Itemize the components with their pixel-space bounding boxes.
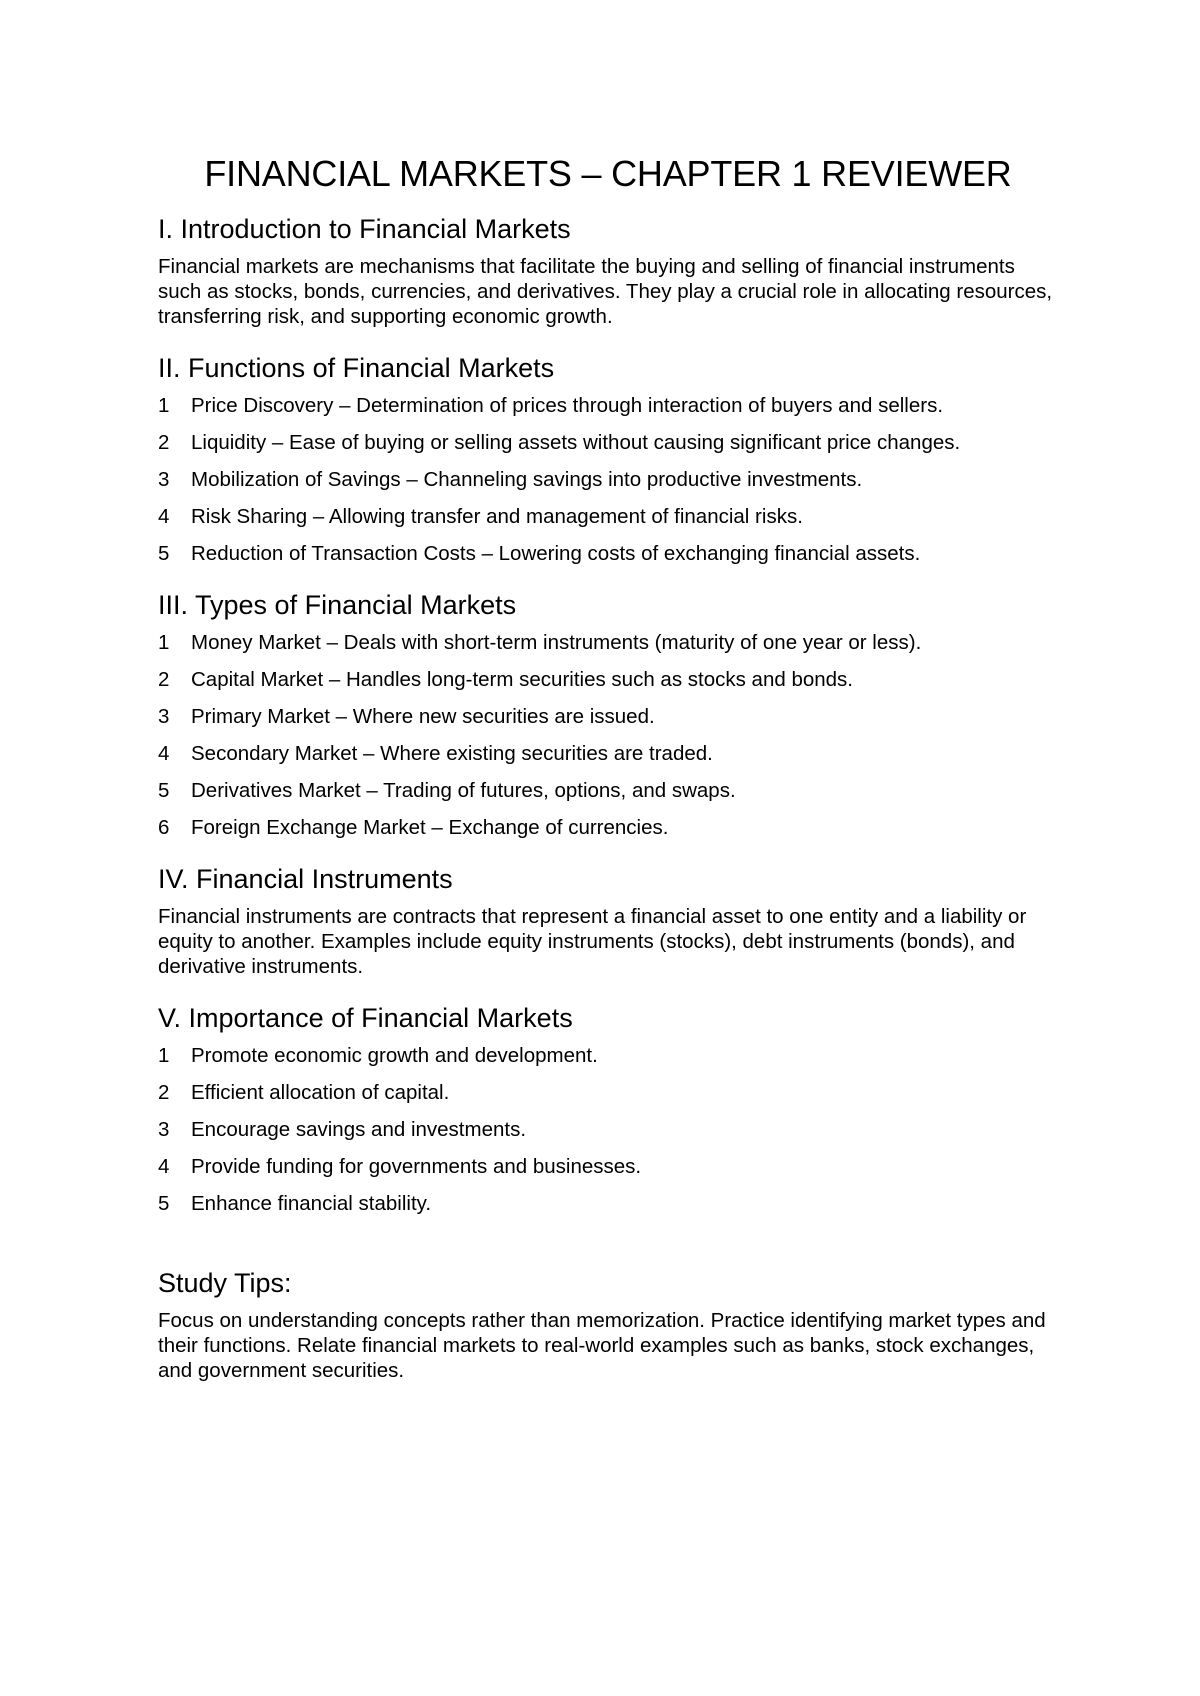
document-page [158, 152, 1058, 1405]
list-number: 3 [158, 705, 170, 728]
list-item [158, 393, 1058, 418]
section-heading-introduction: I. Introduction to Financial Markets [158, 214, 571, 244]
list-number: 4 [158, 742, 170, 765]
list-number: 4 [158, 1155, 170, 1178]
section-paragraph-introduction: Financial markets are mechanisms that facilitate the buying and selling of financial instruments such as stocks, bonds, currencies, and derivatives. They play a crucial role in allocating resources, transferring risk, and supporting economic growth. [158, 255, 1053, 328]
list-number: 1 [158, 631, 170, 654]
list-item [158, 504, 1058, 529]
list-number: 3 [158, 1118, 170, 1141]
list-item-text: Liquidity – Ease of buying or selling assets without causing significant price changes. [191, 431, 961, 454]
list-number: 5 [158, 1192, 170, 1215]
list-item [158, 667, 1058, 692]
list-item-text: Derivatives Market – Trading of futures, options, and swaps. [191, 779, 736, 802]
list-item-text: Mobilization of Savings – Channeling savings into productive investments. [191, 468, 863, 491]
list-item-text: Primary Market – Where new securities are issued. [191, 705, 655, 728]
list-item-text: Risk Sharing – Allowing transfer and management of financial risks. [191, 505, 803, 528]
list-item-text: Price Discovery – Determination of prices through interaction of buyers and sellers. [191, 394, 944, 417]
study-tips-paragraph: Focus on understanding concepts rather than memorization. Practice identifying market types and their functions. Relate financial markets to real-world examples such as banks, stock exchanges, and government securities. [158, 1309, 1046, 1382]
types-list [158, 630, 1058, 840]
list-item [158, 430, 1058, 455]
list-item [158, 778, 1058, 803]
functions-list [158, 393, 1058, 566]
list-item [158, 1191, 1058, 1216]
list-item-text: Enhance financial stability. [191, 1192, 432, 1215]
list-item [158, 467, 1058, 492]
list-number: 3 [158, 468, 170, 491]
list-item-text: Provide funding for governments and businesses. [191, 1155, 642, 1178]
list-item [158, 1080, 1058, 1105]
list-item-text: Money Market – Deals with short-term instruments (maturity of one year or less). [191, 631, 922, 654]
list-item [158, 1117, 1058, 1142]
list-number: 6 [158, 816, 170, 839]
list-number: 5 [158, 542, 170, 565]
list-item-text: Efficient allocation of capital. [191, 1081, 450, 1104]
list-item-text: Reduction of Transaction Costs – Lowering costs of exchanging financial assets. [191, 542, 921, 565]
list-item [158, 741, 1058, 766]
list-number: 2 [158, 668, 170, 691]
list-item-text: Secondary Market – Where existing securities are traded. [191, 742, 713, 765]
importance-list [158, 1043, 1058, 1216]
document-title: FINANCIAL MARKETS – CHAPTER 1 REVIEWER [204, 153, 1012, 194]
list-number: 1 [158, 1044, 170, 1067]
list-item [158, 704, 1058, 729]
list-item [158, 630, 1058, 655]
study-tips-heading: Study Tips: [158, 1268, 292, 1298]
list-item-text: Encourage savings and investments. [191, 1118, 527, 1141]
list-item [158, 1154, 1058, 1179]
list-item-text: Capital Market – Handles long-term securities such as stocks and bonds. [191, 668, 854, 691]
list-number: 1 [158, 394, 170, 417]
section-heading-functions: II. Functions of Financial Markets [158, 353, 555, 383]
spacer [158, 1238, 1058, 1266]
list-item [158, 815, 1058, 840]
section-heading-instruments: IV. Financial Instruments [158, 864, 453, 894]
list-number: 2 [158, 1081, 170, 1104]
list-item-text: Foreign Exchange Market – Exchange of currencies. [191, 816, 669, 839]
list-number: 5 [158, 779, 170, 802]
list-item [158, 541, 1058, 566]
list-number: 2 [158, 431, 170, 454]
section-heading-importance: V. Importance of Financial Markets [158, 1003, 573, 1033]
list-number: 4 [158, 505, 170, 528]
section-heading-types: III. Types of Financial Markets [158, 590, 517, 620]
list-item [158, 1043, 1058, 1068]
section-paragraph-instruments: Financial instruments are contracts that represent a financial asset to one entity and a liability or equity to another. Examples include equity instruments (stocks), debt instruments (bonds), and derivative instruments. [158, 905, 1027, 978]
list-item-text: Promote economic growth and development. [191, 1044, 598, 1067]
